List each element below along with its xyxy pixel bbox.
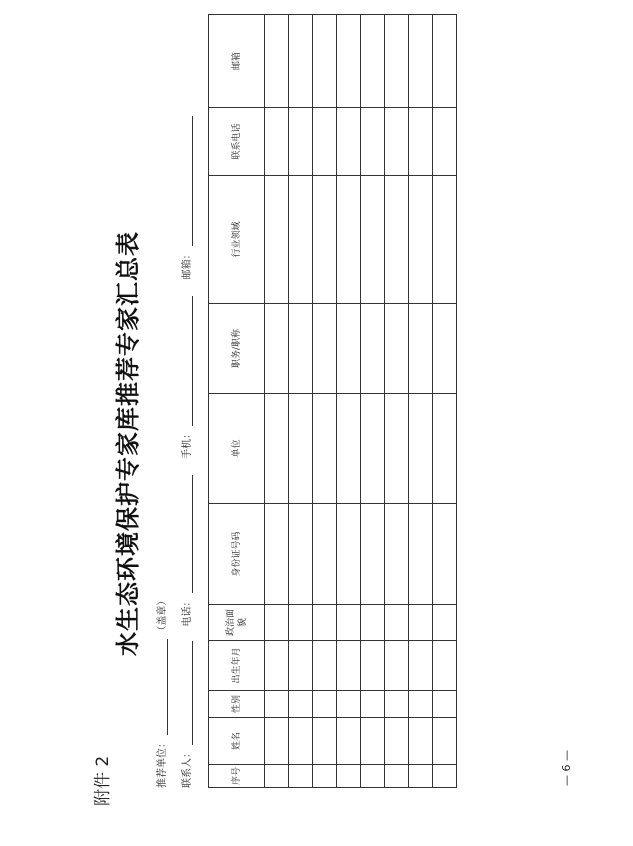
table-row	[265, 15, 289, 788]
table-cell[interactable]	[265, 765, 289, 788]
table-cell[interactable]	[289, 504, 313, 605]
table-cell[interactable]	[385, 641, 409, 691]
table-cell[interactable]	[265, 691, 289, 718]
table-cell[interactable]	[313, 394, 337, 504]
table-cell[interactable]	[337, 394, 361, 504]
table-cell[interactable]	[313, 718, 337, 765]
table-cell[interactable]	[265, 394, 289, 504]
table-cell[interactable]	[265, 504, 289, 605]
table-cell[interactable]	[289, 15, 313, 108]
table-cell[interactable]	[265, 605, 289, 641]
page-number: — 6 —	[560, 750, 573, 786]
table-cell[interactable]	[289, 641, 313, 691]
table-cell[interactable]	[337, 765, 361, 788]
table-cell[interactable]	[409, 394, 433, 504]
table-cell[interactable]	[433, 304, 457, 394]
table-cell[interactable]	[385, 108, 409, 176]
table-cell[interactable]	[361, 504, 385, 605]
table-cell[interactable]	[361, 765, 385, 788]
table-cell[interactable]	[409, 691, 433, 718]
column-header: 政治面貌	[209, 605, 265, 641]
annex-label: 附件 2	[93, 755, 113, 806]
table-cell[interactable]	[289, 176, 313, 304]
table-cell[interactable]	[289, 605, 313, 641]
table-cell[interactable]	[337, 304, 361, 394]
table-cell[interactable]	[313, 304, 337, 394]
table-cell[interactable]	[433, 605, 457, 641]
table-cell[interactable]	[433, 504, 457, 605]
table-cell[interactable]	[289, 304, 313, 394]
table-cell[interactable]	[265, 304, 289, 394]
table-cell[interactable]	[337, 605, 361, 641]
table-cell[interactable]	[265, 718, 289, 765]
form-title: 水生态环境保护专家库推荐专家汇总表	[113, 231, 142, 656]
contact-blank[interactable]	[181, 641, 193, 745]
table-cell[interactable]	[265, 641, 289, 691]
table-cell[interactable]	[361, 176, 385, 304]
email-blank[interactable]	[181, 116, 193, 246]
phone-label: 电话：	[182, 596, 193, 627]
table-row	[313, 15, 337, 788]
table-cell[interactable]	[433, 394, 457, 504]
table-row	[433, 15, 457, 788]
email-label: 邮箱：	[182, 249, 193, 280]
column-header: 性别	[209, 691, 265, 718]
table-cell[interactable]	[289, 394, 313, 504]
seal-note: （盖章）	[157, 595, 168, 636]
table-cell[interactable]	[289, 718, 313, 765]
table-cell[interactable]	[361, 15, 385, 108]
table-cell[interactable]	[337, 691, 361, 718]
column-header: 行业领域	[209, 176, 265, 304]
table-cell[interactable]	[409, 718, 433, 765]
table-cell[interactable]	[433, 718, 457, 765]
table-cell[interactable]	[385, 394, 409, 504]
table-cell[interactable]	[265, 15, 289, 108]
column-header: 单位	[209, 394, 265, 504]
table-cell[interactable]	[409, 641, 433, 691]
table-cell[interactable]	[409, 605, 433, 641]
table-cell[interactable]	[337, 108, 361, 176]
table-cell[interactable]	[313, 176, 337, 304]
table-cell[interactable]	[433, 765, 457, 788]
table-row	[289, 15, 313, 788]
table-cell[interactable]	[361, 605, 385, 641]
column-header: 职务/职称	[209, 304, 265, 394]
table-cell[interactable]	[313, 504, 337, 605]
mobile-blank[interactable]	[181, 296, 193, 426]
table-cell[interactable]	[361, 691, 385, 718]
table-cell[interactable]	[337, 504, 361, 605]
phone-blank[interactable]	[181, 475, 193, 593]
table-cell[interactable]	[265, 176, 289, 304]
table-cell[interactable]	[433, 108, 457, 176]
recommend-unit-label: 推荐单位：	[157, 738, 168, 788]
table-cell[interactable]	[265, 108, 289, 176]
table-cell[interactable]	[361, 641, 385, 691]
table-cell[interactable]	[361, 304, 385, 394]
table-cell[interactable]	[409, 304, 433, 394]
table-cell[interactable]	[433, 176, 457, 304]
table-cell[interactable]	[289, 691, 313, 718]
column-header: 联系电话	[209, 108, 265, 176]
recommend-unit-blank[interactable]	[156, 639, 168, 735]
table-cell[interactable]	[313, 605, 337, 641]
table-cell[interactable]	[361, 394, 385, 504]
table-cell[interactable]	[409, 108, 433, 176]
table-cell[interactable]	[313, 108, 337, 176]
table-cell[interactable]	[337, 718, 361, 765]
table-row	[409, 15, 433, 788]
table-cell[interactable]	[385, 15, 409, 108]
table-cell[interactable]	[385, 765, 409, 788]
table-row	[337, 15, 361, 788]
column-header: 出生年月	[209, 641, 265, 691]
table-cell[interactable]	[409, 176, 433, 304]
table-cell[interactable]	[385, 691, 409, 718]
recommend-unit-row	[153, 596, 168, 788]
table-cell[interactable]	[337, 641, 361, 691]
table-cell[interactable]	[313, 15, 337, 108]
contact-label: 联系人：	[182, 748, 193, 788]
table-cell[interactable]	[337, 176, 361, 304]
table-cell[interactable]	[385, 605, 409, 641]
table-cell[interactable]	[385, 504, 409, 605]
column-header: 邮箱	[209, 15, 265, 108]
table-cell[interactable]	[385, 718, 409, 765]
table-cell[interactable]	[433, 15, 457, 108]
contact-row	[178, 116, 193, 788]
table-cell[interactable]	[361, 718, 385, 765]
table-row	[361, 15, 385, 788]
table-cell[interactable]	[433, 641, 457, 691]
table-cell[interactable]	[409, 15, 433, 108]
column-header: 序号	[209, 765, 265, 788]
table-cell[interactable]	[289, 108, 313, 176]
table-row	[385, 15, 409, 788]
table-cell[interactable]	[313, 765, 337, 788]
table-cell[interactable]	[433, 691, 457, 718]
table-cell[interactable]	[313, 691, 337, 718]
table-body	[265, 15, 457, 788]
table-cell[interactable]	[385, 304, 409, 394]
column-header: 身份证号码	[209, 504, 265, 605]
table-cell[interactable]	[313, 641, 337, 691]
table-cell[interactable]	[337, 15, 361, 108]
table-cell[interactable]	[361, 108, 385, 176]
table-cell[interactable]	[385, 176, 409, 304]
expert-summary-table	[208, 14, 457, 788]
table-cell[interactable]	[409, 765, 433, 788]
column-header: 姓名	[209, 718, 265, 765]
table-header-row	[209, 15, 265, 788]
table-cell[interactable]	[409, 504, 433, 605]
mobile-label: 手机：	[182, 428, 193, 459]
table-cell[interactable]	[289, 765, 313, 788]
